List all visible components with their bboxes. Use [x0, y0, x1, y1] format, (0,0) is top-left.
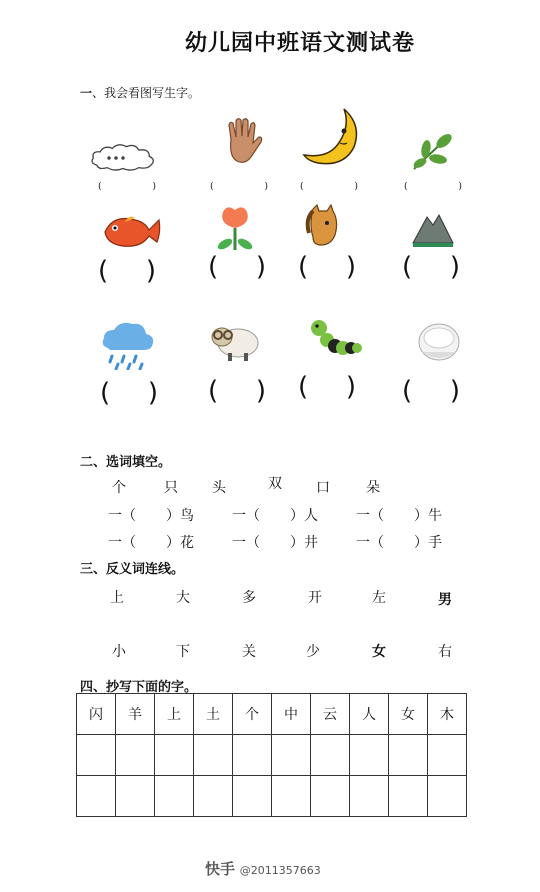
word-option: 只 — [164, 480, 178, 496]
fill-blank-item[interactable]: 一（ ）手 — [356, 535, 442, 551]
antonym-bottom[interactable]: 少 — [306, 644, 320, 660]
fill-blank-item[interactable]: 一（ ）牛 — [356, 508, 442, 524]
grid-char: 木 — [428, 694, 467, 735]
grid-char: 闪 — [77, 694, 116, 735]
antonym-bottom[interactable]: 女 — [372, 644, 386, 660]
answer-blank[interactable]: ( ) — [210, 182, 268, 192]
writing-cell[interactable] — [194, 776, 233, 817]
horse-icon — [288, 196, 358, 256]
answer-blank[interactable]: ( ) — [300, 182, 358, 192]
section-1-heading: 一、我会看图写生字。 — [80, 86, 201, 100]
writing-cell[interactable] — [155, 735, 194, 776]
fill-blank-item[interactable]: 一（ ）井 — [232, 535, 318, 551]
antonym-bottom[interactable]: 右 — [438, 644, 452, 660]
sheep-icon — [200, 312, 270, 372]
antonym-bottom[interactable]: 小 — [112, 644, 126, 660]
watermark-id: @2011357663 — [239, 864, 321, 877]
grid-char: 羊 — [116, 694, 155, 735]
writing-cell[interactable] — [389, 776, 428, 817]
writing-cell[interactable] — [233, 776, 272, 817]
grid-char: 个 — [233, 694, 272, 735]
writing-cell[interactable] — [116, 735, 155, 776]
word-option: 朵 — [366, 480, 380, 496]
rain-cloud-icon — [92, 314, 162, 374]
antonym-top[interactable]: 左 — [372, 590, 386, 606]
writing-cell[interactable] — [272, 735, 311, 776]
answer-blank[interactable]: ( ) — [298, 372, 356, 402]
antonym-bottom[interactable]: 关 — [242, 644, 256, 660]
flower-icon — [200, 198, 270, 258]
writing-cell[interactable] — [155, 776, 194, 817]
fill-blank-item[interactable]: 一（ ）人 — [232, 508, 318, 524]
answer-blank[interactable]: ( ) — [98, 256, 156, 286]
caterpillar-icon — [298, 308, 368, 368]
answer-blank[interactable]: ( ) — [208, 252, 266, 282]
writing-cell[interactable] — [350, 776, 389, 817]
leaf-icon — [398, 120, 468, 180]
writing-cell[interactable] — [233, 735, 272, 776]
antonym-top[interactable]: 开 — [308, 590, 322, 606]
word-option: 个 — [112, 480, 126, 496]
answer-blank[interactable]: ( ) — [402, 252, 460, 282]
grid-char: 云 — [311, 694, 350, 735]
antonym-bottom[interactable]: 下 — [176, 644, 190, 660]
writing-cell[interactable] — [350, 735, 389, 776]
answer-blank[interactable]: ( ) — [100, 378, 158, 408]
grid-char: 中 — [272, 694, 311, 735]
writing-cell[interactable] — [311, 776, 350, 817]
answer-blank[interactable]: ( ) — [404, 182, 462, 192]
rice-icon — [404, 312, 474, 372]
cloud-icon — [88, 128, 158, 188]
section-2-heading: 二、选词填空。 — [80, 455, 172, 470]
grid-char: 女 — [389, 694, 428, 735]
grid-char: 土 — [194, 694, 233, 735]
copy-grid — [76, 693, 467, 817]
answer-blank[interactable]: ( ) — [402, 376, 460, 406]
mountain-icon — [398, 198, 468, 258]
watermark-brand: 快手 — [205, 860, 236, 878]
word-option: 口 — [316, 480, 330, 496]
moon-icon — [298, 108, 368, 168]
grid-char: 人 — [350, 694, 389, 735]
answer-blank[interactable]: ( ) — [98, 182, 156, 192]
fish-icon — [96, 200, 166, 260]
writing-cell[interactable] — [77, 735, 116, 776]
antonym-top[interactable]: 男 — [438, 592, 452, 608]
antonym-top[interactable]: 大 — [176, 590, 190, 606]
section-3-heading: 三、反义词连线。 — [80, 562, 185, 577]
writing-cell[interactable] — [77, 776, 116, 817]
page-title: 幼儿园中班语文测试卷 — [184, 31, 415, 56]
answer-blank[interactable]: ( ) — [298, 252, 356, 282]
writing-cell[interactable] — [428, 776, 467, 817]
word-option: 双 — [268, 476, 282, 492]
word-option: 头 — [212, 480, 226, 496]
watermark — [205, 858, 321, 879]
writing-cell[interactable] — [311, 735, 350, 776]
antonym-top[interactable]: 多 — [242, 590, 256, 606]
writing-cell[interactable] — [272, 776, 311, 817]
grid-char: 上 — [155, 694, 194, 735]
section-4-heading: 四、抄写下面的字。 — [80, 680, 198, 695]
antonym-top[interactable]: 上 — [110, 590, 124, 606]
writing-cell[interactable] — [194, 735, 233, 776]
writing-cell[interactable] — [428, 735, 467, 776]
writing-cell[interactable] — [116, 776, 155, 817]
answer-blank[interactable]: ( ) — [208, 376, 266, 406]
writing-cell[interactable] — [389, 735, 428, 776]
fill-blank-item[interactable]: 一（ ）鸟 — [108, 508, 194, 524]
hand-icon — [208, 112, 278, 172]
fill-blank-item[interactable]: 一（ ）花 — [108, 535, 194, 551]
